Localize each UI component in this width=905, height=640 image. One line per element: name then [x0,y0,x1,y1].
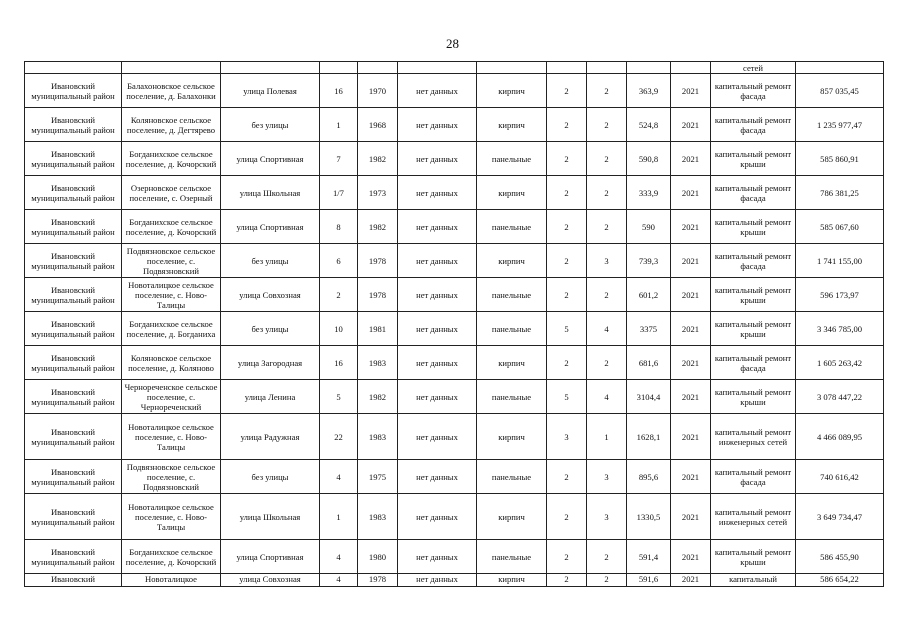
cell-entrances [587,62,627,74]
cell-year: 1982 [358,142,398,176]
cell-house: 2 [320,278,358,312]
cell-extra: нет данных [398,494,477,540]
cell-year [358,62,398,74]
cell-district: Ивановский муниципальный район [25,142,122,176]
cell-area [627,62,671,74]
cell-work: капитальный ремонт фасада [711,244,796,278]
cell-cost: 586 455,90 [796,540,884,574]
cell-year: 1983 [358,346,398,380]
cell-house: 4 [320,540,358,574]
cell-street: без улицы [221,312,320,346]
cell-walls: панельные [477,142,547,176]
cell-walls: панельные [477,380,547,414]
cell-cost: 585 860,91 [796,142,884,176]
cell-plan-year [671,62,711,74]
table-row [25,312,884,346]
cell-year: 1981 [358,312,398,346]
cell-work: капитальный ремонт фасада [711,108,796,142]
cell-plan-year: 2021 [671,142,711,176]
cell-entrances: 2 [587,176,627,210]
table-row [25,460,884,494]
cell-district: Ивановский муниципальный район [25,494,122,540]
cell-floors: 2 [547,494,587,540]
cell-extra [398,62,477,74]
cell-street: улица Загородная [221,346,320,380]
cell-work: капитальный ремонт крыши [711,540,796,574]
cell-extra: нет данных [398,574,477,587]
cell-extra: нет данных [398,540,477,574]
cell-cost: 4 466 089,95 [796,414,884,460]
cell-floors: 2 [547,142,587,176]
table-row [25,210,884,244]
cell-cost: 1 741 155,00 [796,244,884,278]
cell-walls: панельные [477,460,547,494]
cell-house: 16 [320,346,358,380]
cell-entrances: 3 [587,494,627,540]
cell-floors: 2 [547,74,587,108]
cell-extra: нет данных [398,74,477,108]
cell-entrances: 2 [587,574,627,587]
cell-work: капитальный ремонт крыши [711,312,796,346]
cell-work: капитальный ремонт крыши [711,278,796,312]
cell-walls: кирпич [477,108,547,142]
cell-entrances: 1 [587,414,627,460]
cell-house: 1 [320,494,358,540]
cell-cost: 857 035,45 [796,74,884,108]
cell-entrances: 3 [587,244,627,278]
cell-house: 8 [320,210,358,244]
cell-area: 1628,1 [627,414,671,460]
cell-plan-year: 2021 [671,176,711,210]
table-row [25,574,884,587]
cell-work: капитальный ремонт фасада [711,176,796,210]
cell-cost: 585 067,60 [796,210,884,244]
cell-settlement: Чернореченское сельское поселение, с. Чернореченский [122,380,221,414]
cell-work: капитальный [711,574,796,587]
cell-extra: нет данных [398,244,477,278]
cell-house: 1 [320,108,358,142]
cell-extra: нет данных [398,278,477,312]
cell-walls: панельные [477,540,547,574]
cell-district: Ивановский муниципальный район [25,380,122,414]
cell-settlement: Богданихское сельское поселение, д. Кочорский [122,540,221,574]
cell-extra: нет данных [398,380,477,414]
cell-year: 1973 [358,176,398,210]
cell-settlement: Коляновское сельское поселение, д. Коляново [122,346,221,380]
cell-area: 895,6 [627,460,671,494]
cell-entrances: 4 [587,312,627,346]
table-row [25,540,884,574]
cell-work: капитальный ремонт фасада [711,460,796,494]
table-row [25,414,884,460]
cell-plan-year: 2021 [671,74,711,108]
cell-walls: кирпич [477,414,547,460]
cell-plan-year: 2021 [671,494,711,540]
cell-walls: кирпич [477,74,547,108]
cell-walls: кирпич [477,244,547,278]
cell-extra: нет данных [398,414,477,460]
cell-year: 1980 [358,540,398,574]
cell-cost: 3 649 734,47 [796,494,884,540]
table-row [25,278,884,312]
cell-work: капитальный ремонт крыши [711,380,796,414]
cell-plan-year: 2021 [671,108,711,142]
cell-street: улица Полевая [221,74,320,108]
cell-plan-year: 2021 [671,346,711,380]
table-row [25,108,884,142]
cell-floors: 2 [547,540,587,574]
table-row [25,346,884,380]
table-row [25,74,884,108]
cell-floors: 2 [547,244,587,278]
cell-floors: 2 [547,176,587,210]
cell-area: 1330,5 [627,494,671,540]
table-row [25,380,884,414]
cell-year: 1982 [358,380,398,414]
cell-entrances: 4 [587,380,627,414]
cell-floors: 2 [547,346,587,380]
cell-extra: нет данных [398,312,477,346]
cell-floors: 3 [547,414,587,460]
cell-district: Ивановский муниципальный район [25,414,122,460]
cell-year: 1982 [358,210,398,244]
cell-year: 1978 [358,278,398,312]
cell-extra: нет данных [398,176,477,210]
cell-entrances: 3 [587,460,627,494]
cell-street: улица Школьная [221,176,320,210]
cell-floors: 2 [547,278,587,312]
cell-area: 681,6 [627,346,671,380]
table-row [25,176,884,210]
cell-area: 3104,4 [627,380,671,414]
cell-year: 1968 [358,108,398,142]
cell-plan-year: 2021 [671,210,711,244]
cell-plan-year: 2021 [671,380,711,414]
cell-settlement: Подвязновское сельское поселение, с. Подвязновский [122,244,221,278]
cell-house: 5 [320,380,358,414]
cell-extra: нет данных [398,460,477,494]
cell-district: Ивановский муниципальный район [25,460,122,494]
cell-settlement: Новоталицкое [122,574,221,587]
cell-cost: 1 235 977,47 [796,108,884,142]
cell-area: 601,2 [627,278,671,312]
cell-work: капитальный ремонт фасада [711,346,796,380]
cell-floors: 5 [547,312,587,346]
cell-work: сетей [711,62,796,74]
cell-district: Ивановский муниципальный район [25,540,122,574]
cell-street: улица Спортивная [221,210,320,244]
cell-year: 1983 [358,414,398,460]
cell-plan-year: 2021 [671,540,711,574]
cell-house: 4 [320,574,358,587]
cell-district: Ивановский муниципальный район [25,244,122,278]
table-row [25,142,884,176]
cell-settlement: Озерновское сельское поселение, с. Озерный [122,176,221,210]
cell-work: капитальный ремонт инженерных сетей [711,414,796,460]
cell-district: Ивановский [25,574,122,587]
cell-entrances: 2 [587,108,627,142]
cell-street: улица Совхозная [221,574,320,587]
cell-street: улица Школьная [221,494,320,540]
cell-year: 1970 [358,74,398,108]
cell-walls: кирпич [477,176,547,210]
cell-district [25,62,122,74]
cell-street: улица Радужная [221,414,320,460]
cell-house: 10 [320,312,358,346]
cell-entrances: 2 [587,142,627,176]
cell-floors: 5 [547,380,587,414]
cell-street: без улицы [221,460,320,494]
cell-walls: кирпич [477,574,547,587]
cell-year: 1978 [358,574,398,587]
cell-settlement: Богданихское сельское поселение, д. Кочорский [122,142,221,176]
cell-district: Ивановский муниципальный район [25,346,122,380]
housing-registry-table [24,61,884,587]
cell-entrances: 2 [587,346,627,380]
cell-work: капитальный ремонт крыши [711,142,796,176]
cell-work: капитальный ремонт крыши [711,210,796,244]
cell-area: 590 [627,210,671,244]
cell-cost: 3 346 785,00 [796,312,884,346]
cell-floors: 2 [547,574,587,587]
cell-entrances: 2 [587,74,627,108]
cell-extra: нет данных [398,346,477,380]
cell-cost: 3 078 447,22 [796,380,884,414]
cell-street [221,62,320,74]
cell-house: 4 [320,460,358,494]
cell-area: 3375 [627,312,671,346]
cell-cost: 740 616,42 [796,460,884,494]
cell-house: 7 [320,142,358,176]
cell-work: капитальный ремонт фасада [711,74,796,108]
table-row [25,494,884,540]
cell-cost [796,62,884,74]
cell-house: 16 [320,74,358,108]
cell-area: 363,9 [627,74,671,108]
cell-entrances: 2 [587,278,627,312]
cell-district: Ивановский муниципальный район [25,108,122,142]
cell-entrances: 2 [587,210,627,244]
cell-floors [547,62,587,74]
cell-area: 591,6 [627,574,671,587]
cell-district: Ивановский муниципальный район [25,312,122,346]
page-number: 28 [446,36,459,51]
cell-plan-year: 2021 [671,278,711,312]
cell-cost: 1 605 263,42 [796,346,884,380]
cell-settlement: Подвязновское сельское поселение, с. Подвязновский [122,460,221,494]
cell-floors: 2 [547,210,587,244]
cell-work: капитальный ремонт инженерных сетей [711,494,796,540]
cell-plan-year: 2021 [671,574,711,587]
cell-walls: панельные [477,312,547,346]
cell-settlement: Богданихское сельское поселение, д. Богданиха [122,312,221,346]
cell-street: улица Совхозная [221,278,320,312]
cell-area: 590,8 [627,142,671,176]
cell-district: Ивановский муниципальный район [25,278,122,312]
cell-area: 591,4 [627,540,671,574]
cell-cost: 586 654,22 [796,574,884,587]
cell-street: без улицы [221,108,320,142]
cell-year: 1975 [358,460,398,494]
cell-street: без улицы [221,244,320,278]
cell-area: 739,3 [627,244,671,278]
cell-house [320,62,358,74]
cell-extra: нет данных [398,210,477,244]
cell-walls: панельные [477,210,547,244]
cell-settlement: Новоталицкое сельское поселение, с. Ново-Талицы [122,278,221,312]
cell-house: 6 [320,244,358,278]
cell-house: 22 [320,414,358,460]
cell-extra: нет данных [398,142,477,176]
cell-settlement: Новоталицкое сельское поселение, с. Ново-Талицы [122,494,221,540]
cell-street: улица Ленина [221,380,320,414]
cell-plan-year: 2021 [671,460,711,494]
cell-street: улица Спортивная [221,540,320,574]
cell-district: Ивановский муниципальный район [25,74,122,108]
cell-walls: панельные [477,278,547,312]
cell-area: 524,8 [627,108,671,142]
cell-floors: 2 [547,460,587,494]
cell-walls: кирпич [477,346,547,380]
cell-floors: 2 [547,108,587,142]
cell-year: 1983 [358,494,398,540]
cell-settlement: Новоталицкое сельское поселение, с. Ново-Талицы [122,414,221,460]
cell-plan-year: 2021 [671,414,711,460]
cell-cost: 596 173,97 [796,278,884,312]
cell-entrances: 2 [587,540,627,574]
cell-district: Ивановский муниципальный район [25,210,122,244]
cell-year: 1978 [358,244,398,278]
cell-settlement: Коляновское сельское поселение, д. Дегтярево [122,108,221,142]
cell-settlement: Балахоновское сельское поселение, д. Балахонки [122,74,221,108]
cell-walls: кирпич [477,494,547,540]
cell-settlement: Богданихское сельское поселение, д. Кочорский [122,210,221,244]
cell-settlement [122,62,221,74]
cell-walls [477,62,547,74]
cell-plan-year: 2021 [671,244,711,278]
cell-plan-year: 2021 [671,312,711,346]
cell-street: улица Спортивная [221,142,320,176]
table-row-continuation [25,62,884,74]
cell-extra: нет данных [398,108,477,142]
cell-cost: 786 381,25 [796,176,884,210]
table-row [25,244,884,278]
cell-house: 1/7 [320,176,358,210]
cell-district: Ивановский муниципальный район [25,176,122,210]
cell-area: 333,9 [627,176,671,210]
